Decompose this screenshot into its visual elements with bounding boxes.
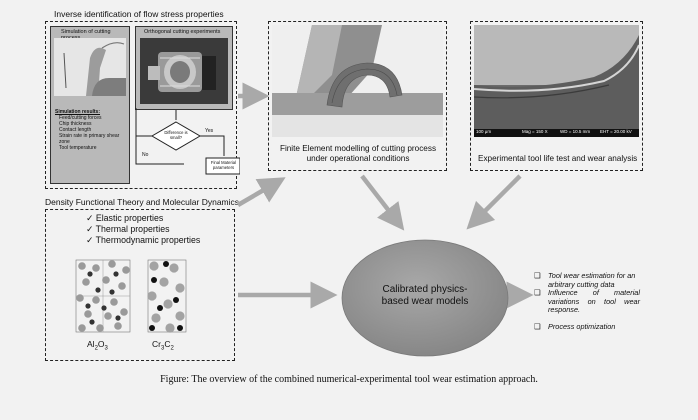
yes-label: Yes xyxy=(205,128,214,134)
outcomes-list xyxy=(534,272,642,342)
outcome-item xyxy=(534,323,541,332)
property-label: Thermal properties xyxy=(95,224,170,234)
outcome-item xyxy=(534,289,541,298)
outcome-text: Tool wear estimation for an arbitrary cutting data xyxy=(548,271,636,289)
result-item: Feed/cutting forces xyxy=(59,115,102,121)
property-label: Thermodynamic properties xyxy=(95,235,201,245)
cr3c2-label: $Cr_3C_2$ xyxy=(152,339,174,352)
experimental-title: Experimental tool life test and wear analysis xyxy=(478,154,638,163)
figure-caption: Figure: The overview of the combined numerical-experimental tool wear estimation approach. xyxy=(160,374,538,385)
final-box-text: Final Material parameters xyxy=(210,160,237,170)
orthogonal-title: Orthogonal cutting experiments xyxy=(144,29,221,35)
dft-title: Density Functional Theory and Molecular Dynamics xyxy=(45,197,240,207)
property-item: ✓ Elastic properties xyxy=(86,213,164,223)
scale-bar-label: 100 μm xyxy=(476,129,492,134)
arrow-dft-to-fem xyxy=(238,184,274,205)
outcome-text: Process optimization xyxy=(548,322,616,331)
result-item: Strain rate in primary shear zone xyxy=(59,133,120,145)
result-item: Chip thickness xyxy=(59,121,92,127)
outcome-text: Influence of material variations on tool wear response. xyxy=(548,288,640,314)
checkbox-icon: ❑ xyxy=(534,322,541,331)
no-label: No xyxy=(142,152,149,158)
diamond-text: Difference is small? xyxy=(164,130,188,140)
simulation-results-title: Simulation results: xyxy=(55,109,101,115)
simulation-title: Simulation of cutting xyxy=(61,29,111,35)
result-item: Contact length xyxy=(59,127,92,133)
eht-label: EHT = 20.00 kV xyxy=(600,129,632,134)
inverse-title: Inverse identification of flow stress properties xyxy=(54,9,224,19)
property-label: Elastic properties xyxy=(95,213,164,223)
mag-label: Mag = 150 X xyxy=(522,129,548,134)
checkbox-icon: ❑ xyxy=(534,271,541,280)
result-item: Tool temperature xyxy=(59,145,97,151)
al2o3-label: $Al_2O_3$ xyxy=(87,339,108,352)
property-item: ✓ Thermodynamic properties xyxy=(86,235,201,245)
arrow-exp-to-center xyxy=(476,176,520,220)
fem-title: Finite Element modelling of cutting process under operational conditions xyxy=(279,144,437,163)
outcome-item xyxy=(534,272,541,281)
wd-label: WD = 10.5 mm xyxy=(560,129,591,134)
center-title: Calibrated physics-based wear models xyxy=(381,284,469,307)
arrow-fem-to-center xyxy=(362,176,396,220)
property-item: ✓ Thermal properties xyxy=(86,224,170,234)
checkbox-icon: ❑ xyxy=(534,288,541,297)
